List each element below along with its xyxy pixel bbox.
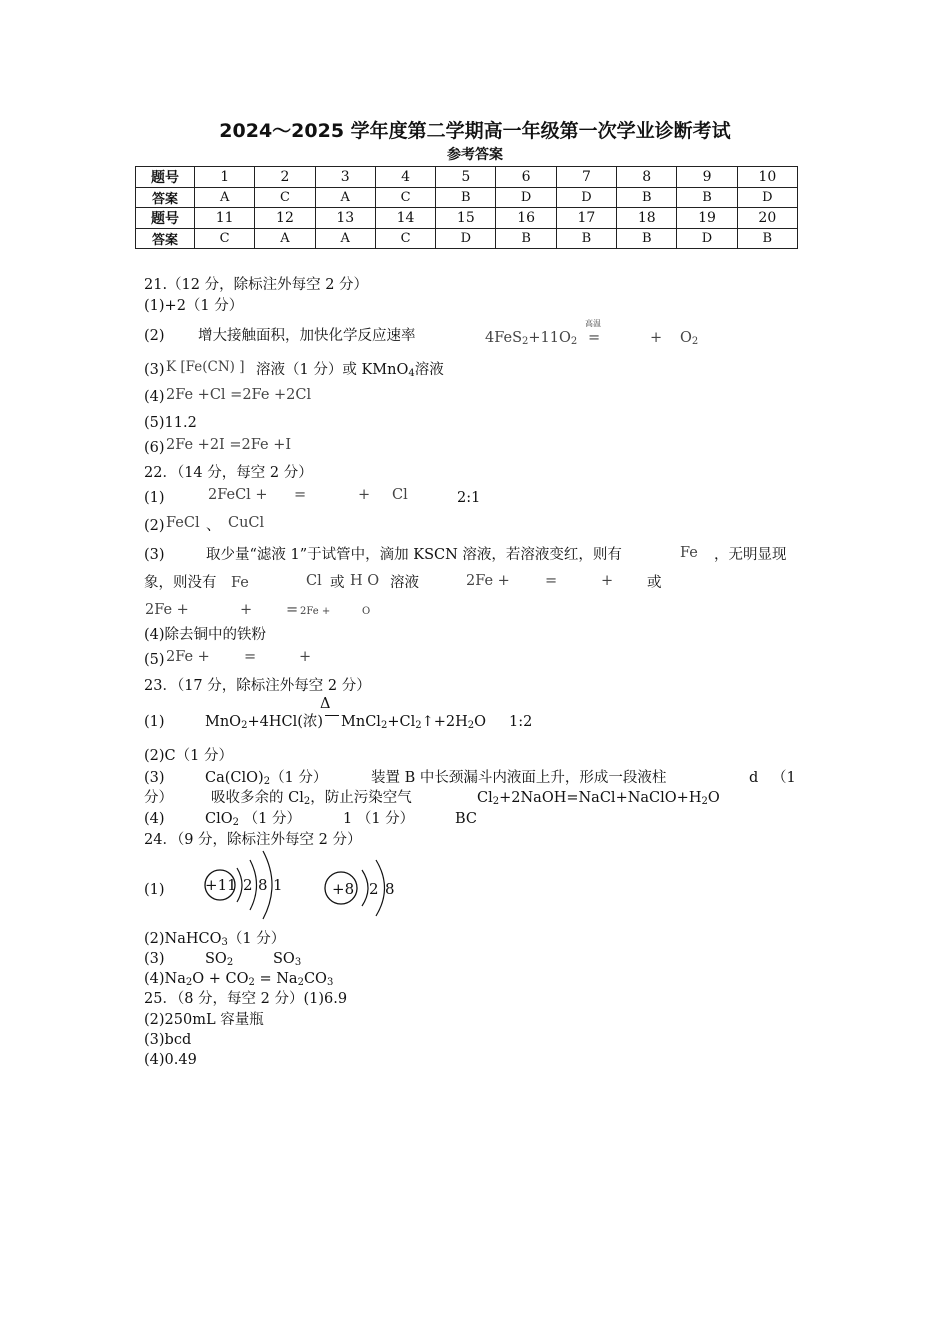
answer-cell: D <box>677 229 737 249</box>
q22-header: 22．（14 分，每空 2 分） <box>144 465 313 481</box>
q24-part1-label: (1) <box>144 882 165 898</box>
question-number: 1 <box>195 167 255 188</box>
question-number: 5 <box>436 167 496 188</box>
q24-header: 24．（9 分，除标注外每空 2 分） <box>144 832 362 848</box>
q22-part3-or: 或 <box>330 575 345 591</box>
q21-condition: 高温 <box>585 319 601 328</box>
q23-part3-c: d <box>749 770 759 786</box>
answer-cell: B <box>617 188 677 208</box>
table-row <box>136 167 798 188</box>
question-number: 6 <box>496 167 556 188</box>
q21-part3-label: (3) <box>144 362 165 378</box>
q21-part5: (5)11.2 <box>144 415 197 431</box>
q21-part4-eq: 2Fe +Cl =2Fe +2Cl <box>166 387 312 403</box>
table-row <box>136 208 798 229</box>
atom1-nucleus: +11 <box>205 876 237 894</box>
answer-cell: B <box>677 188 737 208</box>
atom1-shell-2: 8 <box>258 876 268 894</box>
q23-part1-ratio: 1:2 <box>509 714 533 730</box>
q24-part3-a: $SO_2$ <box>205 951 234 968</box>
q25-header: 25．（8 分，每空 2 分）(1)6.9 <box>144 991 348 1007</box>
answer-cell: B <box>737 229 797 249</box>
answer-cell: A <box>315 229 375 249</box>
question-number: 12 <box>255 208 315 229</box>
q23-part3-c-note: （1 <box>772 770 796 786</box>
q21-part3-formula: K [Fe(CN) ] <box>166 359 245 375</box>
q23-header: 23．（17 分，除标注外每空 2 分） <box>144 678 371 694</box>
q22-part1-label: (1) <box>144 490 165 506</box>
q22-part2-b: CuCl <box>228 515 265 531</box>
q22-part1-ratio: 2:1 <box>457 490 481 506</box>
q22-part3-eq1-d: 或 <box>647 575 662 591</box>
question-number: 3 <box>315 167 375 188</box>
answer-cell: A <box>255 229 315 249</box>
q22-part1-eq-a: 2FeCl + <box>208 487 268 503</box>
q23-part3-b: 装置 B 中长颈漏斗内液面上升，形成一段液柱 <box>371 770 667 786</box>
q22-part3-text1: 取少量“滤液 1”于试管中，滴加 KSCN 溶液，若溶液变红，则有 <box>206 547 622 563</box>
q23-part3-f: $Cl_2+2NaOH=NaCl+NaClO+H_2O$ <box>477 790 720 807</box>
answer-cell: C <box>195 229 255 249</box>
q22-part1-eq-b: = <box>294 487 307 503</box>
q23-part1-label: (1) <box>144 714 165 730</box>
q22-part3-eq2-b: + <box>240 602 253 618</box>
question-number: 9 <box>677 167 737 188</box>
q21-part6-label: (6) <box>144 440 165 456</box>
question-number: 19 <box>677 208 737 229</box>
answer-table <box>135 166 798 249</box>
answer-cell: D <box>737 188 797 208</box>
answer-cell: C <box>375 188 435 208</box>
q22-part5-label: (5) <box>144 652 165 668</box>
q22-part3-eq2-a: 2Fe + <box>145 602 189 618</box>
q21-eq-o: $O_2$ <box>680 330 699 347</box>
question-number: 11 <box>195 208 255 229</box>
q21-header: 21.（12 分，除标注外每空 2 分） <box>144 277 369 293</box>
q22-part3-sol: 溶液 <box>390 575 419 591</box>
question-number: 14 <box>375 208 435 229</box>
q25-part4: (4)0.49 <box>144 1052 197 1068</box>
q22-part2-a: FeCl <box>166 515 200 531</box>
q22-part3-eq1-b: = <box>545 573 558 589</box>
page-title: 2024～2025 学年度第二学期高一年级第一次学业诊断考试 <box>219 120 731 142</box>
header-cell: 答案 <box>136 188 195 208</box>
q22-part3-eq2-d: 2Fe + <box>300 606 331 617</box>
q22-part3-eq1-a: 2Fe + <box>466 573 510 589</box>
q22-part3-fe2: Fe <box>231 575 249 591</box>
answer-cell: B <box>436 188 496 208</box>
q22-part2-sep: 、 <box>206 518 221 534</box>
q23-part4-a: ClO$_2$ （1 分） <box>205 811 301 828</box>
atom1-shell-1: 2 <box>243 876 253 894</box>
question-number: 2 <box>255 167 315 188</box>
page-subtitle: 参考答案 <box>447 147 503 163</box>
table-row <box>136 188 798 208</box>
q22-part3-text3: 象，则没有 <box>144 575 217 591</box>
q23-part4-label: (4) <box>144 811 165 827</box>
q21-eq-sign: = <box>588 330 601 346</box>
q22-part1-eq-c: + <box>358 487 371 503</box>
q21-part1: (1)+2（1 分） <box>144 298 244 314</box>
answer-cell: A <box>315 188 375 208</box>
q22-part1-eq-d: Cl <box>392 487 408 503</box>
q21-eq-plus: + <box>650 330 663 346</box>
answer-cell: D <box>496 188 556 208</box>
q22-part3-eq2-c: = <box>286 602 299 618</box>
q22-part3-fe1: Fe <box>680 545 698 561</box>
header-cell: 答案 <box>136 229 195 249</box>
q21-part3-text: 溶液（1 分）或 KMnO$_4$溶液 <box>256 362 444 379</box>
q23-delta: Δ <box>320 696 331 712</box>
q25-part3: (3)bcd <box>144 1032 192 1048</box>
q21-part4-label: (4) <box>144 389 165 405</box>
question-number: 15 <box>436 208 496 229</box>
q21-part2-eq: $4FeS_2+11O_2$ <box>485 330 578 347</box>
answer-cell: D <box>436 229 496 249</box>
q22-part2-label: (2) <box>144 518 165 534</box>
q24-part3-label: (3) <box>144 951 165 967</box>
q21-part6-eq: 2Fe +2I =2Fe +I <box>166 437 292 453</box>
q22-part3-cl: Cl <box>306 573 322 589</box>
question-number: 8 <box>617 167 677 188</box>
question-number: 17 <box>556 208 616 229</box>
question-number: 7 <box>556 167 616 188</box>
answer-cell: C <box>255 188 315 208</box>
header-cell: 题号 <box>136 167 195 188</box>
answer-cell: B <box>556 229 616 249</box>
q22-part3-label: (3) <box>144 547 165 563</box>
q22-part5-c: + <box>299 649 312 665</box>
question-number: 4 <box>375 167 435 188</box>
question-number: 18 <box>617 208 677 229</box>
q22-part3-eq2-e: O <box>362 606 371 617</box>
answer-cell: A <box>195 188 255 208</box>
q24-part2: (2)NaHCO$_3$（1 分） <box>144 931 286 948</box>
q23-part4-b: 1 （1 分） <box>343 811 415 827</box>
answer-cell: B <box>617 229 677 249</box>
q23-part2: (2)C（1 分） <box>144 748 233 764</box>
table-row <box>136 229 798 249</box>
q24-part3-b: $SO_3$ <box>273 951 302 968</box>
atom2-shell-1: 2 <box>369 880 379 898</box>
q23-part3-a: $Ca(ClO)_2(1$ 分） <box>205 770 328 787</box>
q23-part3-label: (3) <box>144 770 165 786</box>
question-number: 10 <box>737 167 797 188</box>
q21-part2-label: (2) <box>144 328 165 344</box>
q23-part3-e: 吸收多余的 $Cl_2$，防止污染空气 <box>211 790 412 807</box>
q22-part5-a: 2Fe + <box>166 649 210 665</box>
header-cell: 题号 <box>136 208 195 229</box>
q23-part1-eq: MnO$_2$+4HCl(浓) $MnCl_2+Cl_2↑+2H_2O$ <box>205 714 487 731</box>
atom2-nucleus: +8 <box>332 880 355 898</box>
question-number: 20 <box>737 208 797 229</box>
answer-cell: C <box>375 229 435 249</box>
q22-part3-text2: ，无明显现 <box>714 547 787 563</box>
q21-part2-text: 增大接触面积，加快化学反应速率 <box>198 328 416 344</box>
q23-part4-c: BC <box>455 811 478 827</box>
q24-part4: $(4)Na_2O + CO_2 = Na_2CO_3$ <box>144 971 334 988</box>
answer-cell: B <box>496 229 556 249</box>
q22-part3-h2o: H O <box>350 573 380 589</box>
q23-part3-d: 分） <box>144 790 173 806</box>
answer-cell: D <box>556 188 616 208</box>
atom1-shell-3: 1 <box>273 876 283 894</box>
q22-part3-eq1-c: + <box>601 573 614 589</box>
atom2-shell-2: 8 <box>385 880 395 898</box>
q25-part2: (2)250mL 容量瓶 <box>144 1012 264 1028</box>
question-number: 16 <box>496 208 556 229</box>
question-number: 13 <box>315 208 375 229</box>
q22-part4: (4)除去铜中的铁粉 <box>144 627 267 643</box>
q22-part5-b: = <box>244 649 257 665</box>
